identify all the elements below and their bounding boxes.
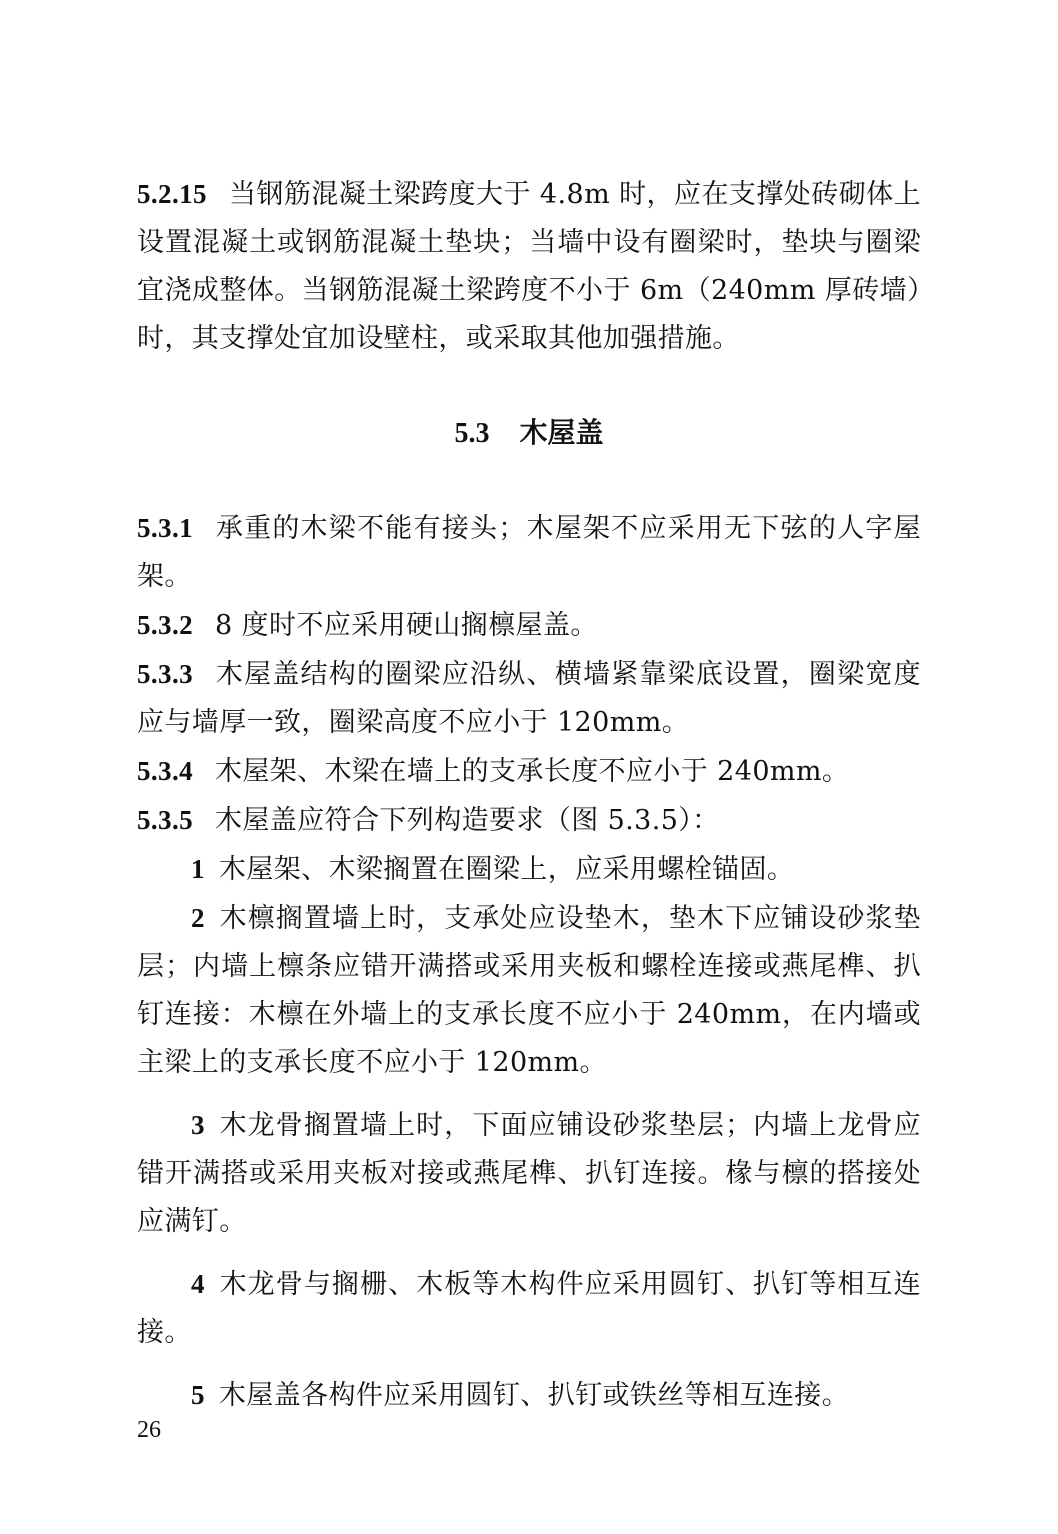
list-item-1 [137,845,921,894]
section-title: 木屋盖 [519,416,604,449]
clause-number: 5.3.2 [137,610,193,640]
clause-5-3-3 [137,650,921,747]
list-item-3 [137,1101,921,1246]
clause-5-3-2 [137,601,921,650]
clause-text: 木屋盖结构的圈梁应沿纵、横墙紧靠梁底设置，圈梁宽度应与墙厚一致，圈梁高度不应小于 120mm。 [137,659,921,738]
clause-text: 当钢筋混凝土梁跨度大于 4.8m 时，应在支撑处砖砌体上设置混凝土或钢筋混凝土垫块；当墙中设有圈梁时，垫块与圈梁宜浇成整体。当钢筋混凝土梁跨度不小于 6m（240mm 厚砖墙）时，其支撑处宜加设壁柱，或采取其他加强措施。 [137,179,921,354]
clause-number: 5.2.15 [137,179,207,209]
clause-text: 木屋盖应符合下列构造要求（图 5.3.5）： [215,805,720,836]
page-number: 26 [137,1417,161,1443]
clause-number: 5.3.1 [137,513,193,543]
clause-5-3-4 [137,747,921,796]
item-number: 1 [191,854,205,884]
section-number: 5.3 [454,418,490,449]
item-text: 木龙骨搁置墙上时，下面应铺设砂浆垫层；内墙上龙骨应错开满搭或采用夹板对接或燕尾榫、扒钉连接。椽与檩的搭接处应满钉。 [137,1110,921,1237]
clause-5-3-1 [137,504,921,601]
list-item-4 [137,1260,921,1357]
item-number: 4 [191,1269,205,1299]
item-number: 3 [191,1110,205,1140]
list-item-2 [137,894,921,1087]
item-number: 2 [191,903,205,933]
clause-number: 5.3.3 [137,659,193,689]
item-text: 木屋盖各构件应采用圆钉、扒钉或铁丝等相互连接。 [218,1380,850,1411]
item-text: 木龙骨与搁栅、木板等木构件应采用圆钉、扒钉等相互连接。 [137,1269,921,1348]
list-item-5 [137,1371,921,1420]
item-text: 木檩搁置墙上时，支承处应设垫木，垫木下应铺设砂浆垫层；内墙上檩条应错开满搭或采用夹板和螺栓连接或燕尾榫、扒钉连接：木檩在外墙上的支承长度不应小于 240mm，在内墙或主梁上的支承长度不应小于 120mm。 [137,903,921,1078]
clause-text: 木屋架、木梁在墙上的支承长度不应小于 240mm。 [215,756,850,787]
clause-text: 承重的木梁不能有接头；木屋架不应采用无下弦的人字屋架。 [137,513,921,592]
clause-5-2-15 [137,170,921,363]
clause-number: 5.3.4 [137,756,193,786]
item-text: 木屋架、木梁搁置在圈梁上，应采用螺栓锚固。 [218,854,795,885]
item-number: 5 [191,1380,205,1410]
clause-number: 5.3.5 [137,805,193,835]
clause-5-3-5 [137,796,921,845]
section-heading [137,409,921,458]
clause-text: 8 度时不应采用硬山搁檩屋盖。 [215,610,598,641]
page-content [137,170,921,1420]
